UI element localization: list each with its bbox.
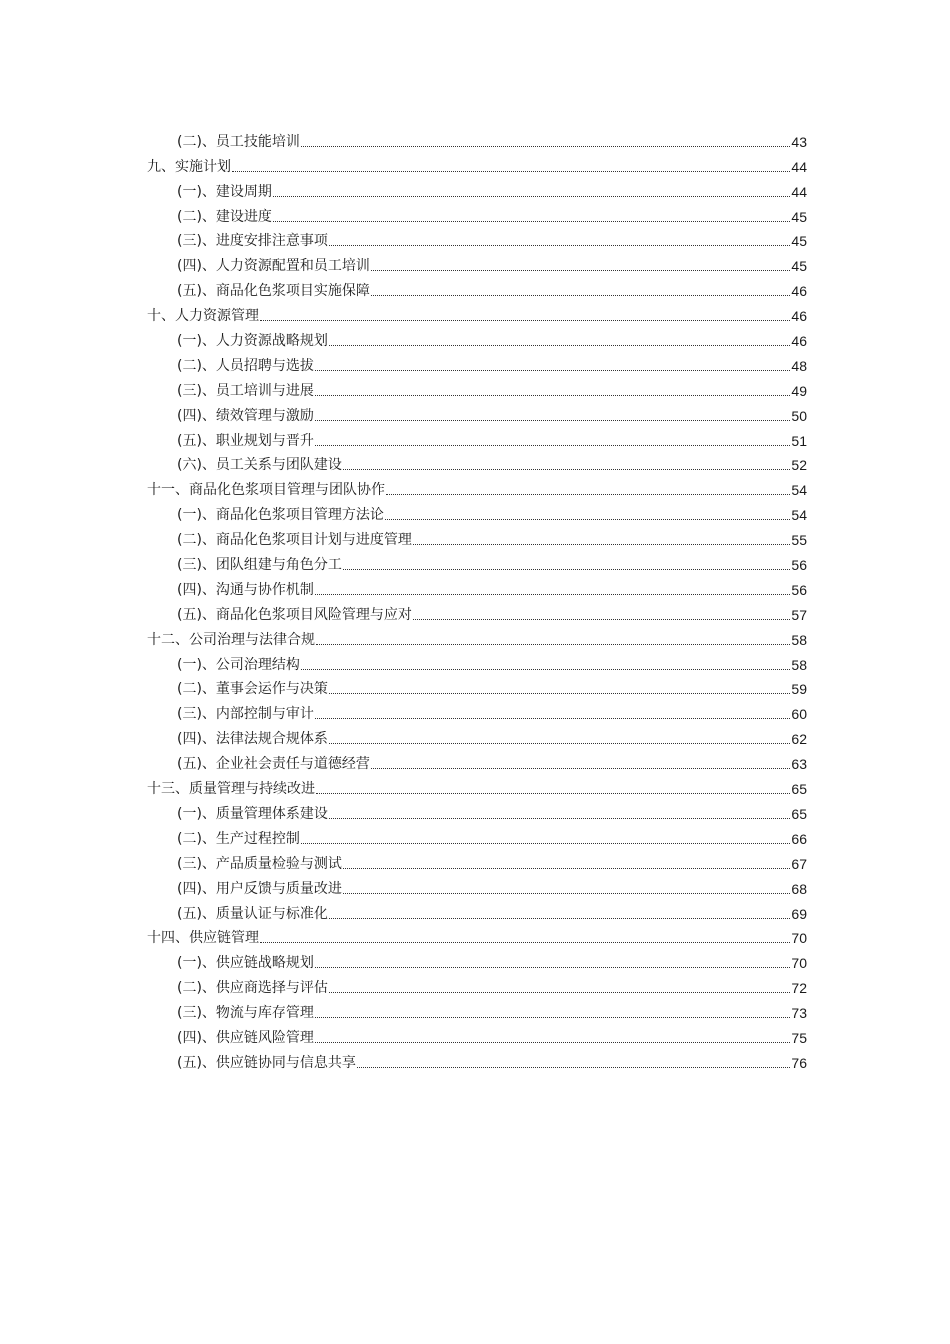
toc-entry-title: (四)、沟通与协作机制 <box>177 581 314 598</box>
toc-entry[interactable] <box>147 176 807 201</box>
toc-entry-page-number: 65 <box>791 781 807 798</box>
toc-entry-title: 十三、质量管理与持续改进 <box>147 781 315 798</box>
toc-entry-page-number: 60 <box>791 706 807 723</box>
toc-dot-leader <box>315 594 790 595</box>
toc-dot-leader <box>329 992 790 993</box>
toc-dot-leader <box>329 918 790 919</box>
toc-entry-page-number: 70 <box>791 930 807 947</box>
toc-entry-title: (三)、产品质量检验与测试 <box>177 855 342 872</box>
toc-entry-page-number: 48 <box>791 357 807 374</box>
toc-dot-leader <box>329 245 790 246</box>
toc-dot-leader <box>413 544 790 545</box>
toc-entry[interactable] <box>147 923 807 948</box>
toc-dot-leader <box>316 793 790 794</box>
toc-entry[interactable] <box>147 873 807 898</box>
toc-entry-page-number: 72 <box>791 980 807 997</box>
toc-entry[interactable] <box>147 649 807 674</box>
toc-entry-page-number: 75 <box>791 1029 807 1046</box>
toc-dot-leader <box>315 370 790 371</box>
toc-dot-leader <box>343 893 790 894</box>
toc-dot-leader <box>315 1017 790 1018</box>
toc-dot-leader <box>301 146 790 147</box>
toc-dot-leader <box>232 171 790 172</box>
toc-entry-title: (二)、商品化色浆项目计划与进度管理 <box>177 532 412 549</box>
toc-entry-title: 十、人力资源管理 <box>147 308 259 325</box>
toc-dot-leader <box>273 196 790 197</box>
toc-dot-leader <box>329 743 790 744</box>
toc-entry-title: (一)、公司治理结构 <box>177 656 300 673</box>
toc-entry[interactable] <box>147 574 807 599</box>
toc-entry[interactable] <box>147 748 807 773</box>
toc-dot-leader <box>329 818 790 819</box>
toc-entry-page-number: 70 <box>791 955 807 972</box>
toc-entry[interactable] <box>147 400 807 425</box>
toc-dot-leader <box>315 445 790 446</box>
toc-dot-leader <box>386 494 790 495</box>
toc-dot-leader <box>357 1067 790 1068</box>
toc-entry-title: (三)、员工培训与进展 <box>177 382 314 399</box>
toc-entry[interactable] <box>147 823 807 848</box>
toc-entry-title: (二)、供应商选择与评估 <box>177 980 328 997</box>
toc-dot-leader <box>329 345 790 346</box>
toc-entry-page-number: 69 <box>791 905 807 922</box>
toc-dot-leader <box>371 768 790 769</box>
table-of-contents <box>147 126 807 1072</box>
toc-entry-page-number: 57 <box>791 606 807 623</box>
toc-entry-page-number: 44 <box>791 183 807 200</box>
toc-entry-title: (五)、质量认证与标准化 <box>177 905 328 922</box>
toc-entry[interactable] <box>147 997 807 1022</box>
toc-entry-page-number: 45 <box>791 258 807 275</box>
toc-dot-leader <box>371 295 790 296</box>
toc-entry[interactable] <box>147 375 807 400</box>
toc-entry-title: (二)、员工技能培训 <box>177 133 300 150</box>
toc-entry[interactable] <box>147 226 807 251</box>
toc-dot-leader <box>413 619 790 620</box>
toc-dot-leader <box>301 843 790 844</box>
toc-entry[interactable] <box>147 599 807 624</box>
toc-entry[interactable] <box>147 1047 807 1072</box>
toc-entry[interactable] <box>147 450 807 475</box>
toc-entry-page-number: 59 <box>791 681 807 698</box>
toc-entry-title: (五)、商品化色浆项目风险管理与应对 <box>177 606 412 623</box>
toc-entry-title: 十一、商品化色浆项目管理与团队协作 <box>147 482 385 499</box>
toc-entry-title: (四)、人力资源配置和员工培训 <box>177 258 370 275</box>
toc-entry-page-number: 46 <box>791 333 807 350</box>
toc-dot-leader <box>315 420 790 421</box>
toc-entry-page-number: 73 <box>791 1005 807 1022</box>
toc-entry[interactable] <box>147 201 807 226</box>
toc-entry[interactable] <box>147 425 807 450</box>
toc-entry-page-number: 45 <box>791 208 807 225</box>
toc-dot-leader <box>371 270 790 271</box>
toc-entry[interactable] <box>147 947 807 972</box>
toc-entry[interactable] <box>147 723 807 748</box>
toc-entry-title: (五)、企业社会责任与道德经营 <box>177 756 370 773</box>
toc-entry[interactable] <box>147 524 807 549</box>
toc-entry[interactable] <box>147 798 807 823</box>
toc-entry-title: (四)、用户反馈与质量改进 <box>177 880 342 897</box>
toc-entry-page-number: 51 <box>791 432 807 449</box>
toc-entry-title: (二)、董事会运作与决策 <box>177 681 328 698</box>
toc-entry-title: (四)、法律法规合规体系 <box>177 731 328 748</box>
toc-entry-page-number: 54 <box>791 507 807 524</box>
toc-entry-title: 十二、公司治理与法律合规 <box>147 631 315 648</box>
toc-entry[interactable] <box>147 300 807 325</box>
toc-entry-title: (三)、团队组建与角色分工 <box>177 557 342 574</box>
toc-dot-leader <box>316 644 790 645</box>
toc-entry-title: (二)、建设进度 <box>177 208 272 225</box>
toc-entry-title: (一)、建设周期 <box>177 183 272 200</box>
toc-dot-leader <box>329 693 790 694</box>
toc-entry-title: (四)、绩效管理与激励 <box>177 407 314 424</box>
toc-entry-title: (五)、职业规划与晋升 <box>177 432 314 449</box>
toc-entry-page-number: 56 <box>791 557 807 574</box>
toc-entry-page-number: 56 <box>791 581 807 598</box>
toc-entry-page-number: 46 <box>791 283 807 300</box>
toc-entry-page-number: 49 <box>791 382 807 399</box>
toc-entry[interactable] <box>147 848 807 873</box>
toc-entry-page-number: 66 <box>791 830 807 847</box>
toc-dot-leader <box>343 569 790 570</box>
toc-entry[interactable] <box>147 898 807 923</box>
toc-dot-leader <box>273 221 790 222</box>
toc-entry-page-number: 44 <box>791 158 807 175</box>
toc-entry-title: (一)、商品化色浆项目管理方法论 <box>177 507 384 524</box>
toc-entry-title: (一)、人力资源战略规划 <box>177 333 328 350</box>
toc-entry-page-number: 63 <box>791 756 807 773</box>
toc-entry[interactable] <box>147 126 807 151</box>
toc-entry-title: (一)、供应链战略规划 <box>177 955 314 972</box>
toc-entry[interactable] <box>147 325 807 350</box>
toc-entry-title: (一)、质量管理体系建设 <box>177 805 328 822</box>
toc-dot-leader <box>343 469 790 470</box>
toc-dot-leader <box>343 868 790 869</box>
toc-entry-title: (二)、生产过程控制 <box>177 830 300 847</box>
toc-entry-page-number: 54 <box>791 482 807 499</box>
toc-entry[interactable] <box>147 674 807 699</box>
toc-entry[interactable] <box>147 151 807 176</box>
toc-entry-page-number: 62 <box>791 731 807 748</box>
toc-dot-leader <box>315 718 790 719</box>
toc-entry-page-number: 52 <box>791 457 807 474</box>
toc-entry[interactable] <box>147 1022 807 1047</box>
toc-entry-title: (三)、进度安排注意事项 <box>177 233 328 250</box>
toc-entry[interactable] <box>147 972 807 997</box>
toc-dot-leader <box>260 942 790 943</box>
toc-dot-leader <box>301 669 790 670</box>
toc-entry-title: (三)、内部控制与审计 <box>177 706 314 723</box>
toc-entry[interactable] <box>147 698 807 723</box>
toc-dot-leader <box>315 967 790 968</box>
toc-entry[interactable] <box>147 624 807 649</box>
toc-entry-title: 九、实施计划 <box>147 158 231 175</box>
toc-entry-title: (五)、供应链协同与信息共享 <box>177 1054 356 1071</box>
toc-entry-page-number: 45 <box>791 233 807 250</box>
toc-entry-title: (五)、商品化色浆项目实施保障 <box>177 283 370 300</box>
toc-entry-page-number: 76 <box>791 1054 807 1071</box>
toc-entry[interactable] <box>147 275 807 300</box>
toc-entry-page-number: 58 <box>791 656 807 673</box>
toc-entry-page-number: 55 <box>791 532 807 549</box>
toc-entry[interactable] <box>147 474 807 499</box>
toc-entry-page-number: 68 <box>791 880 807 897</box>
toc-entry[interactable] <box>147 549 807 574</box>
toc-entry-title: (二)、人员招聘与选拔 <box>177 357 314 374</box>
toc-entry-page-number: 67 <box>791 855 807 872</box>
toc-entry[interactable] <box>147 499 807 524</box>
toc-entry-page-number: 65 <box>791 805 807 822</box>
toc-entry-title: (四)、供应链风险管理 <box>177 1029 314 1046</box>
toc-dot-leader <box>260 320 790 321</box>
toc-entry[interactable] <box>147 250 807 275</box>
toc-entry[interactable] <box>147 773 807 798</box>
toc-dot-leader <box>385 519 790 520</box>
toc-dot-leader <box>315 1042 790 1043</box>
toc-entry-page-number: 46 <box>791 308 807 325</box>
toc-entry-page-number: 43 <box>791 133 807 150</box>
toc-entry[interactable] <box>147 350 807 375</box>
toc-entry-title: (三)、物流与库存管理 <box>177 1005 314 1022</box>
toc-entry-title: (六)、员工关系与团队建设 <box>177 457 342 474</box>
toc-dot-leader <box>315 395 790 396</box>
toc-entry-title: 十四、供应链管理 <box>147 930 259 947</box>
toc-entry-page-number: 50 <box>791 407 807 424</box>
toc-entry-page-number: 58 <box>791 631 807 648</box>
